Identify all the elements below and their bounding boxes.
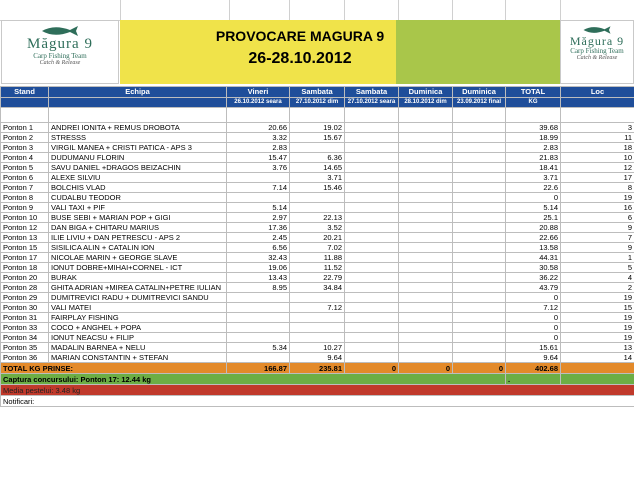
- totals-label: TOTAL KG PRINSE:: [1, 363, 227, 374]
- cell-duminica2: [453, 233, 506, 243]
- cell-echipa: VALI TAXI + PIF: [49, 203, 227, 213]
- cell-loc: 19: [561, 293, 634, 303]
- cell-sambata2: [345, 263, 399, 273]
- cell-sambata2: [345, 343, 399, 353]
- cell-loc: 12: [561, 163, 634, 173]
- table-row: [1, 303, 634, 313]
- totals-kg: 402.68: [506, 363, 561, 374]
- cell-sambata2: [345, 243, 399, 253]
- cell-duminica2: [453, 263, 506, 273]
- cell-loc: 3: [561, 123, 634, 133]
- cell-duminica2: [453, 343, 506, 353]
- cell-duminica1: [399, 353, 453, 363]
- cell-total: 39.68: [506, 123, 561, 133]
- cell-stand: Ponton 13: [1, 233, 49, 243]
- cell-stand: Ponton 28: [1, 283, 49, 293]
- cell-duminica2: [453, 313, 506, 323]
- cell-loc: 11: [561, 133, 634, 143]
- cell-sambata1: 22.13: [290, 213, 345, 223]
- table-row: [1, 153, 634, 163]
- cell-vineri: 7.14: [227, 183, 290, 193]
- cell-sambata1: [290, 323, 345, 333]
- cell-sambata2: [345, 253, 399, 263]
- cell-total: 43.79: [506, 283, 561, 293]
- cell-duminica1: [399, 133, 453, 143]
- cell-stand: Ponton 1: [1, 123, 49, 133]
- table-row: [1, 253, 634, 263]
- cell-duminica2: [453, 193, 506, 203]
- table-row: [1, 223, 634, 233]
- notificari-text: Notificari:: [1, 396, 634, 407]
- cell-sambata1: 3.52: [290, 223, 345, 233]
- cell-echipa: SAVU DANIEL +DRAGOS BEIZACHIN: [49, 163, 227, 173]
- cell-sambata2: [345, 153, 399, 163]
- col-total: TOTAL: [506, 87, 561, 98]
- header: [0, 0, 634, 86]
- cell-sambata1: [290, 293, 345, 303]
- cell-duminica1: [399, 193, 453, 203]
- cell-sambata2: [345, 303, 399, 313]
- cell-sambata1: 7.12: [290, 303, 345, 313]
- cell-total: 21.83: [506, 153, 561, 163]
- table-row: [1, 233, 634, 243]
- totals-duminica-2: 0: [453, 363, 506, 374]
- cell-vineri: 17.36: [227, 223, 290, 233]
- cell-stand: Ponton 10: [1, 213, 49, 223]
- cell-total: 36.22: [506, 273, 561, 283]
- table-row: [1, 293, 634, 303]
- cell-echipa: BOLCHIS VLAD: [49, 183, 227, 193]
- cell-stand: Ponton 15: [1, 243, 49, 253]
- cell-sambata2: [345, 353, 399, 363]
- cell-total: 25.1: [506, 213, 561, 223]
- cell-echipa: IONUT NEACSU + FILIP: [49, 333, 227, 343]
- cell-stand: Ponton 2: [1, 133, 49, 143]
- cell-vineri: [227, 293, 290, 303]
- cell-loc: 13: [561, 343, 634, 353]
- cell-duminica1: [399, 273, 453, 283]
- cell-sambata1: 10.27: [290, 343, 345, 353]
- totals-row: [1, 363, 634, 374]
- cell-sambata2: [345, 173, 399, 183]
- cell-sambata1: 11.52: [290, 263, 345, 273]
- col-echipa: Echipa: [49, 87, 227, 98]
- cell-vineri: [227, 303, 290, 313]
- cell-duminica1: [399, 233, 453, 243]
- cell-duminica1: [399, 323, 453, 333]
- cell-total: 15.61: [506, 343, 561, 353]
- cell-loc: 1: [561, 253, 634, 263]
- cell-vineri: 2.83: [227, 143, 290, 153]
- cell-stand: Ponton 6: [1, 173, 49, 183]
- table-row: [1, 263, 634, 273]
- cell-loc: 15: [561, 303, 634, 313]
- cell-duminica1: [399, 223, 453, 233]
- table-row: [1, 243, 634, 253]
- table-row: [1, 323, 634, 333]
- cell-vineri: [227, 353, 290, 363]
- cell-loc: 17: [561, 173, 634, 183]
- cell-sambata1: 3.71: [290, 173, 345, 183]
- table-row: [1, 353, 634, 363]
- cell-total: 18.99: [506, 133, 561, 143]
- table-row: [1, 143, 634, 153]
- cell-duminica1: [399, 293, 453, 303]
- cell-sambata2: [345, 123, 399, 133]
- cell-duminica1: [399, 263, 453, 273]
- cell-vineri: 15.47: [227, 153, 290, 163]
- cell-vineri: 3.76: [227, 163, 290, 173]
- cell-total: 22.6: [506, 183, 561, 193]
- cell-vineri: 5.34: [227, 343, 290, 353]
- cell-duminica2: [453, 323, 506, 333]
- cell-total: 18.41: [506, 163, 561, 173]
- cell-echipa: FAIRPLAY FISHING: [49, 313, 227, 323]
- cell-loc: 19: [561, 313, 634, 323]
- sub-sambata-1: 27.10.2012 dim: [290, 98, 345, 108]
- col-loc: Loc: [561, 87, 634, 98]
- sub-total: KG: [506, 98, 561, 108]
- blank-row: [1, 108, 634, 123]
- cell-loc: 8: [561, 183, 634, 193]
- cell-loc: 19: [561, 193, 634, 203]
- spreadsheet-gridline: [0, 0, 634, 21]
- cell-duminica2: [453, 303, 506, 313]
- cell-sambata1: 11.88: [290, 253, 345, 263]
- cell-sambata2: [345, 183, 399, 193]
- cell-vineri: 20.66: [227, 123, 290, 133]
- results-table: [0, 86, 634, 407]
- cell-sambata2: [345, 193, 399, 203]
- cell-duminica2: [453, 333, 506, 343]
- cell-echipa: NICOLAE MARIN + GEORGE SLAVE: [49, 253, 227, 263]
- media-row: [1, 385, 634, 396]
- cell-total: 5.14: [506, 203, 561, 213]
- cell-echipa: BURAK: [49, 273, 227, 283]
- cell-total: 9.64: [506, 353, 561, 363]
- cell-vineri: 8.95: [227, 283, 290, 293]
- table-row: [1, 283, 634, 293]
- cell-total: 30.58: [506, 263, 561, 273]
- cell-sambata2: [345, 203, 399, 213]
- cell-echipa: ANDREI IONITA + REMUS DROBOTA: [49, 123, 227, 133]
- cell-duminica2: [453, 153, 506, 163]
- cell-total: 7.12: [506, 303, 561, 313]
- cell-loc: 10: [561, 153, 634, 163]
- cell-sambata2: [345, 323, 399, 333]
- cell-echipa: MADALIN BARNEA + NELU: [49, 343, 227, 353]
- table-row: [1, 203, 634, 213]
- logo-subtitle: Carp Fishing Team: [33, 52, 87, 60]
- cell-duminica2: [453, 353, 506, 363]
- col-duminica-1: Duminica: [399, 87, 453, 98]
- cell-sambata2: [345, 213, 399, 223]
- logo-title: Măgura 9: [27, 36, 93, 52]
- cell-loc: 7: [561, 233, 634, 243]
- cell-total: 2.83: [506, 143, 561, 153]
- cell-vineri: 5.14: [227, 203, 290, 213]
- sub-vineri: 26.10.2012 seara: [227, 98, 290, 108]
- logo-tagline: Catch & Release: [576, 55, 618, 61]
- cell-duminica1: [399, 173, 453, 183]
- cell-total: 22.66: [506, 233, 561, 243]
- table-row: [1, 343, 634, 353]
- cell-sambata2: [345, 233, 399, 243]
- table-row: [1, 173, 634, 183]
- cell-loc: 19: [561, 333, 634, 343]
- cell-stand: Ponton 35: [1, 343, 49, 353]
- cell-stand: Ponton 31: [1, 313, 49, 323]
- media-text: Media pestelui: 3.48 kg: [1, 385, 634, 396]
- cell-sambata1: [290, 313, 345, 323]
- cell-echipa: GHITA ADRIAN +MIREA CATALIN+PETRE IULIAN: [49, 283, 227, 293]
- cell-total: 0: [506, 323, 561, 333]
- captura-text: Captura concursului: Ponton 17: 12.44 kg: [1, 374, 506, 385]
- cell-echipa: DAN BIGA + CHITARU MARIUS: [49, 223, 227, 233]
- event-dates: 26-28.10.2012: [248, 50, 352, 67]
- sub-duminica-2: 23.09.2012 final: [453, 98, 506, 108]
- cell-sambata1: 14.65: [290, 163, 345, 173]
- col-sambata-1: Sambata: [290, 87, 345, 98]
- cell-vineri: 13.43: [227, 273, 290, 283]
- cell-vineri: 19.06: [227, 263, 290, 273]
- cell-sambata2: [345, 163, 399, 173]
- cell-loc: 14: [561, 353, 634, 363]
- table-row: [1, 183, 634, 193]
- cell-vineri: [227, 313, 290, 323]
- cell-duminica1: [399, 333, 453, 343]
- totals-vineri: 166.87: [227, 363, 290, 374]
- cell-total: 20.88: [506, 223, 561, 233]
- cell-sambata1: [290, 333, 345, 343]
- cell-duminica2: [453, 283, 506, 293]
- cell-echipa: DUMITREVICI RADU + DUMITREVICI SANDU: [49, 293, 227, 303]
- cell-loc: 9: [561, 243, 634, 253]
- cell-stand: Ponton 29: [1, 293, 49, 303]
- cell-duminica2: [453, 173, 506, 183]
- cell-loc: 5: [561, 263, 634, 273]
- cell-duminica1: [399, 143, 453, 153]
- cell-sambata1: 20.21: [290, 233, 345, 243]
- cell-stand: Ponton 20: [1, 273, 49, 283]
- cell-loc: 19: [561, 323, 634, 333]
- totals-sambata-1: 235.81: [290, 363, 345, 374]
- col-sambata-2: Sambata: [345, 87, 399, 98]
- cell-total: 13.58: [506, 243, 561, 253]
- cell-duminica1: [399, 203, 453, 213]
- cell-duminica1: [399, 253, 453, 263]
- cell-stand: Ponton 30: [1, 303, 49, 313]
- cell-duminica2: [453, 253, 506, 263]
- cell-total: 0: [506, 333, 561, 343]
- cell-total: 0: [506, 193, 561, 203]
- sub-sambata-2: 27.10.2012 seara: [345, 98, 399, 108]
- cell-loc: 2: [561, 283, 634, 293]
- captura-dot: .: [506, 374, 561, 385]
- table-row: [1, 313, 634, 323]
- cell-sambata1: 34.84: [290, 283, 345, 293]
- page-title: PROVOCARE MAGURA 9: [215, 28, 385, 44]
- cell-vineri: [227, 193, 290, 203]
- cell-stand: Ponton 3: [1, 143, 49, 153]
- cell-stand: Ponton 18: [1, 263, 49, 273]
- cell-duminica2: [453, 143, 506, 153]
- totals-sambata-2: 0: [345, 363, 399, 374]
- cell-echipa: CUDALBU TEODOR: [49, 193, 227, 203]
- sub-duminica-1: 28.10.2012 dim: [399, 98, 453, 108]
- cell-stand: Ponton 9: [1, 203, 49, 213]
- cell-duminica1: [399, 213, 453, 223]
- cell-total: 0: [506, 293, 561, 303]
- logo-tagline: Catch & Release: [39, 60, 81, 66]
- table-row: [1, 213, 634, 223]
- cell-duminica1: [399, 343, 453, 353]
- table-row: [1, 163, 634, 173]
- results-body: [1, 123, 634, 363]
- cell-stand: Ponton 33: [1, 323, 49, 333]
- cell-vineri: [227, 323, 290, 333]
- cell-duminica2: [453, 133, 506, 143]
- cell-duminica2: [453, 273, 506, 283]
- cell-duminica1: [399, 163, 453, 173]
- cell-sambata1: 15.46: [290, 183, 345, 193]
- cell-echipa: BUSE SEBI + MARIAN POP + GIGI: [49, 213, 227, 223]
- cell-stand: Ponton 4: [1, 153, 49, 163]
- cell-total: 3.71: [506, 173, 561, 183]
- cell-loc: 4: [561, 273, 634, 283]
- column-subheader-row: [1, 98, 634, 108]
- cell-vineri: 3.32: [227, 133, 290, 143]
- cell-sambata1: 9.64: [290, 353, 345, 363]
- cell-sambata2: [345, 143, 399, 153]
- cell-stand: Ponton 36: [1, 353, 49, 363]
- cell-sambata1: [290, 203, 345, 213]
- cell-total: 44.31: [506, 253, 561, 263]
- cell-echipa: COCO + ANGHEL + POPA: [49, 323, 227, 333]
- cell-loc: 6: [561, 213, 634, 223]
- cell-sambata1: 19.02: [290, 123, 345, 133]
- logo-subtitle: Carp Fishing Team: [570, 47, 624, 55]
- cell-echipa: STRESSS: [49, 133, 227, 143]
- cell-sambata2: [345, 283, 399, 293]
- cell-stand: Ponton 5: [1, 163, 49, 173]
- cell-sambata2: [345, 293, 399, 303]
- cell-sambata1: 6.36: [290, 153, 345, 163]
- cell-echipa: SISILICA ALIN + CATALIN ION: [49, 243, 227, 253]
- cell-echipa: ALEXE SILVIU: [49, 173, 227, 183]
- cell-duminica2: [453, 213, 506, 223]
- cell-total: 0: [506, 313, 561, 323]
- cell-stand: Ponton 7: [1, 183, 49, 193]
- cell-sambata2: [345, 133, 399, 143]
- cell-sambata1: 15.67: [290, 133, 345, 143]
- cell-vineri: 2.97: [227, 213, 290, 223]
- notificari-row: [1, 396, 634, 407]
- cell-echipa: VALI MATEI: [49, 303, 227, 313]
- cell-duminica1: [399, 153, 453, 163]
- cell-echipa: VIRGIL MANEA + CRISTI PATICA - APS 3: [49, 143, 227, 153]
- cell-duminica2: [453, 223, 506, 233]
- cell-vineri: 2.45: [227, 233, 290, 243]
- table-row: [1, 193, 634, 203]
- cell-duminica1: [399, 303, 453, 313]
- cell-duminica2: [453, 123, 506, 133]
- cell-vineri: 6.56: [227, 243, 290, 253]
- cell-duminica2: [453, 243, 506, 253]
- table-row: [1, 133, 634, 143]
- table-row: [1, 333, 634, 343]
- cell-vineri: [227, 333, 290, 343]
- totals-duminica-1: 0: [399, 363, 453, 374]
- cell-sambata1: [290, 143, 345, 153]
- cell-echipa: ILIE LIVIU + DAN PETRESCU - APS 2: [49, 233, 227, 243]
- column-header-row: [1, 87, 634, 98]
- cell-duminica2: [453, 203, 506, 213]
- cell-duminica1: [399, 243, 453, 253]
- table-row: [1, 123, 634, 133]
- cell-duminica2: [453, 163, 506, 173]
- cell-duminica2: [453, 293, 506, 303]
- team-logo-right: [560, 20, 634, 84]
- cell-stand: Ponton 34: [1, 333, 49, 343]
- cell-duminica1: [399, 313, 453, 323]
- cell-sambata2: [345, 313, 399, 323]
- cell-loc: 16: [561, 203, 634, 213]
- cell-stand: Ponton 12: [1, 223, 49, 233]
- cell-echipa: MARIAN CONSTANTIN + STEFAN: [49, 353, 227, 363]
- logo-title: Măgura 9: [569, 34, 625, 48]
- col-duminica-2: Duminica: [453, 87, 506, 98]
- cell-sambata1: 7.02: [290, 243, 345, 253]
- cell-vineri: [227, 173, 290, 183]
- cell-duminica1: [399, 123, 453, 133]
- cell-duminica2: [453, 183, 506, 193]
- captura-row: [1, 374, 634, 385]
- cell-vineri: 32.43: [227, 253, 290, 263]
- cell-duminica1: [399, 283, 453, 293]
- cell-loc: 18: [561, 143, 634, 153]
- cell-sambata2: [345, 223, 399, 233]
- col-stand: Stand: [1, 87, 49, 98]
- cell-stand: Ponton 8: [1, 193, 49, 203]
- cell-loc: 9: [561, 223, 634, 233]
- table-row: [1, 273, 634, 283]
- cell-echipa: DUDUMANU FLORIN: [49, 153, 227, 163]
- cell-duminica1: [399, 183, 453, 193]
- cell-sambata2: [345, 273, 399, 283]
- cell-sambata1: [290, 193, 345, 203]
- cell-echipa: IONUT DOBRE+MIHAI+CORNEL - ICT: [49, 263, 227, 273]
- cell-sambata2: [345, 333, 399, 343]
- cell-sambata1: 22.79: [290, 273, 345, 283]
- team-logo: [1, 20, 119, 84]
- cell-stand: Ponton 17: [1, 253, 49, 263]
- col-vineri: Vineri: [227, 87, 290, 98]
